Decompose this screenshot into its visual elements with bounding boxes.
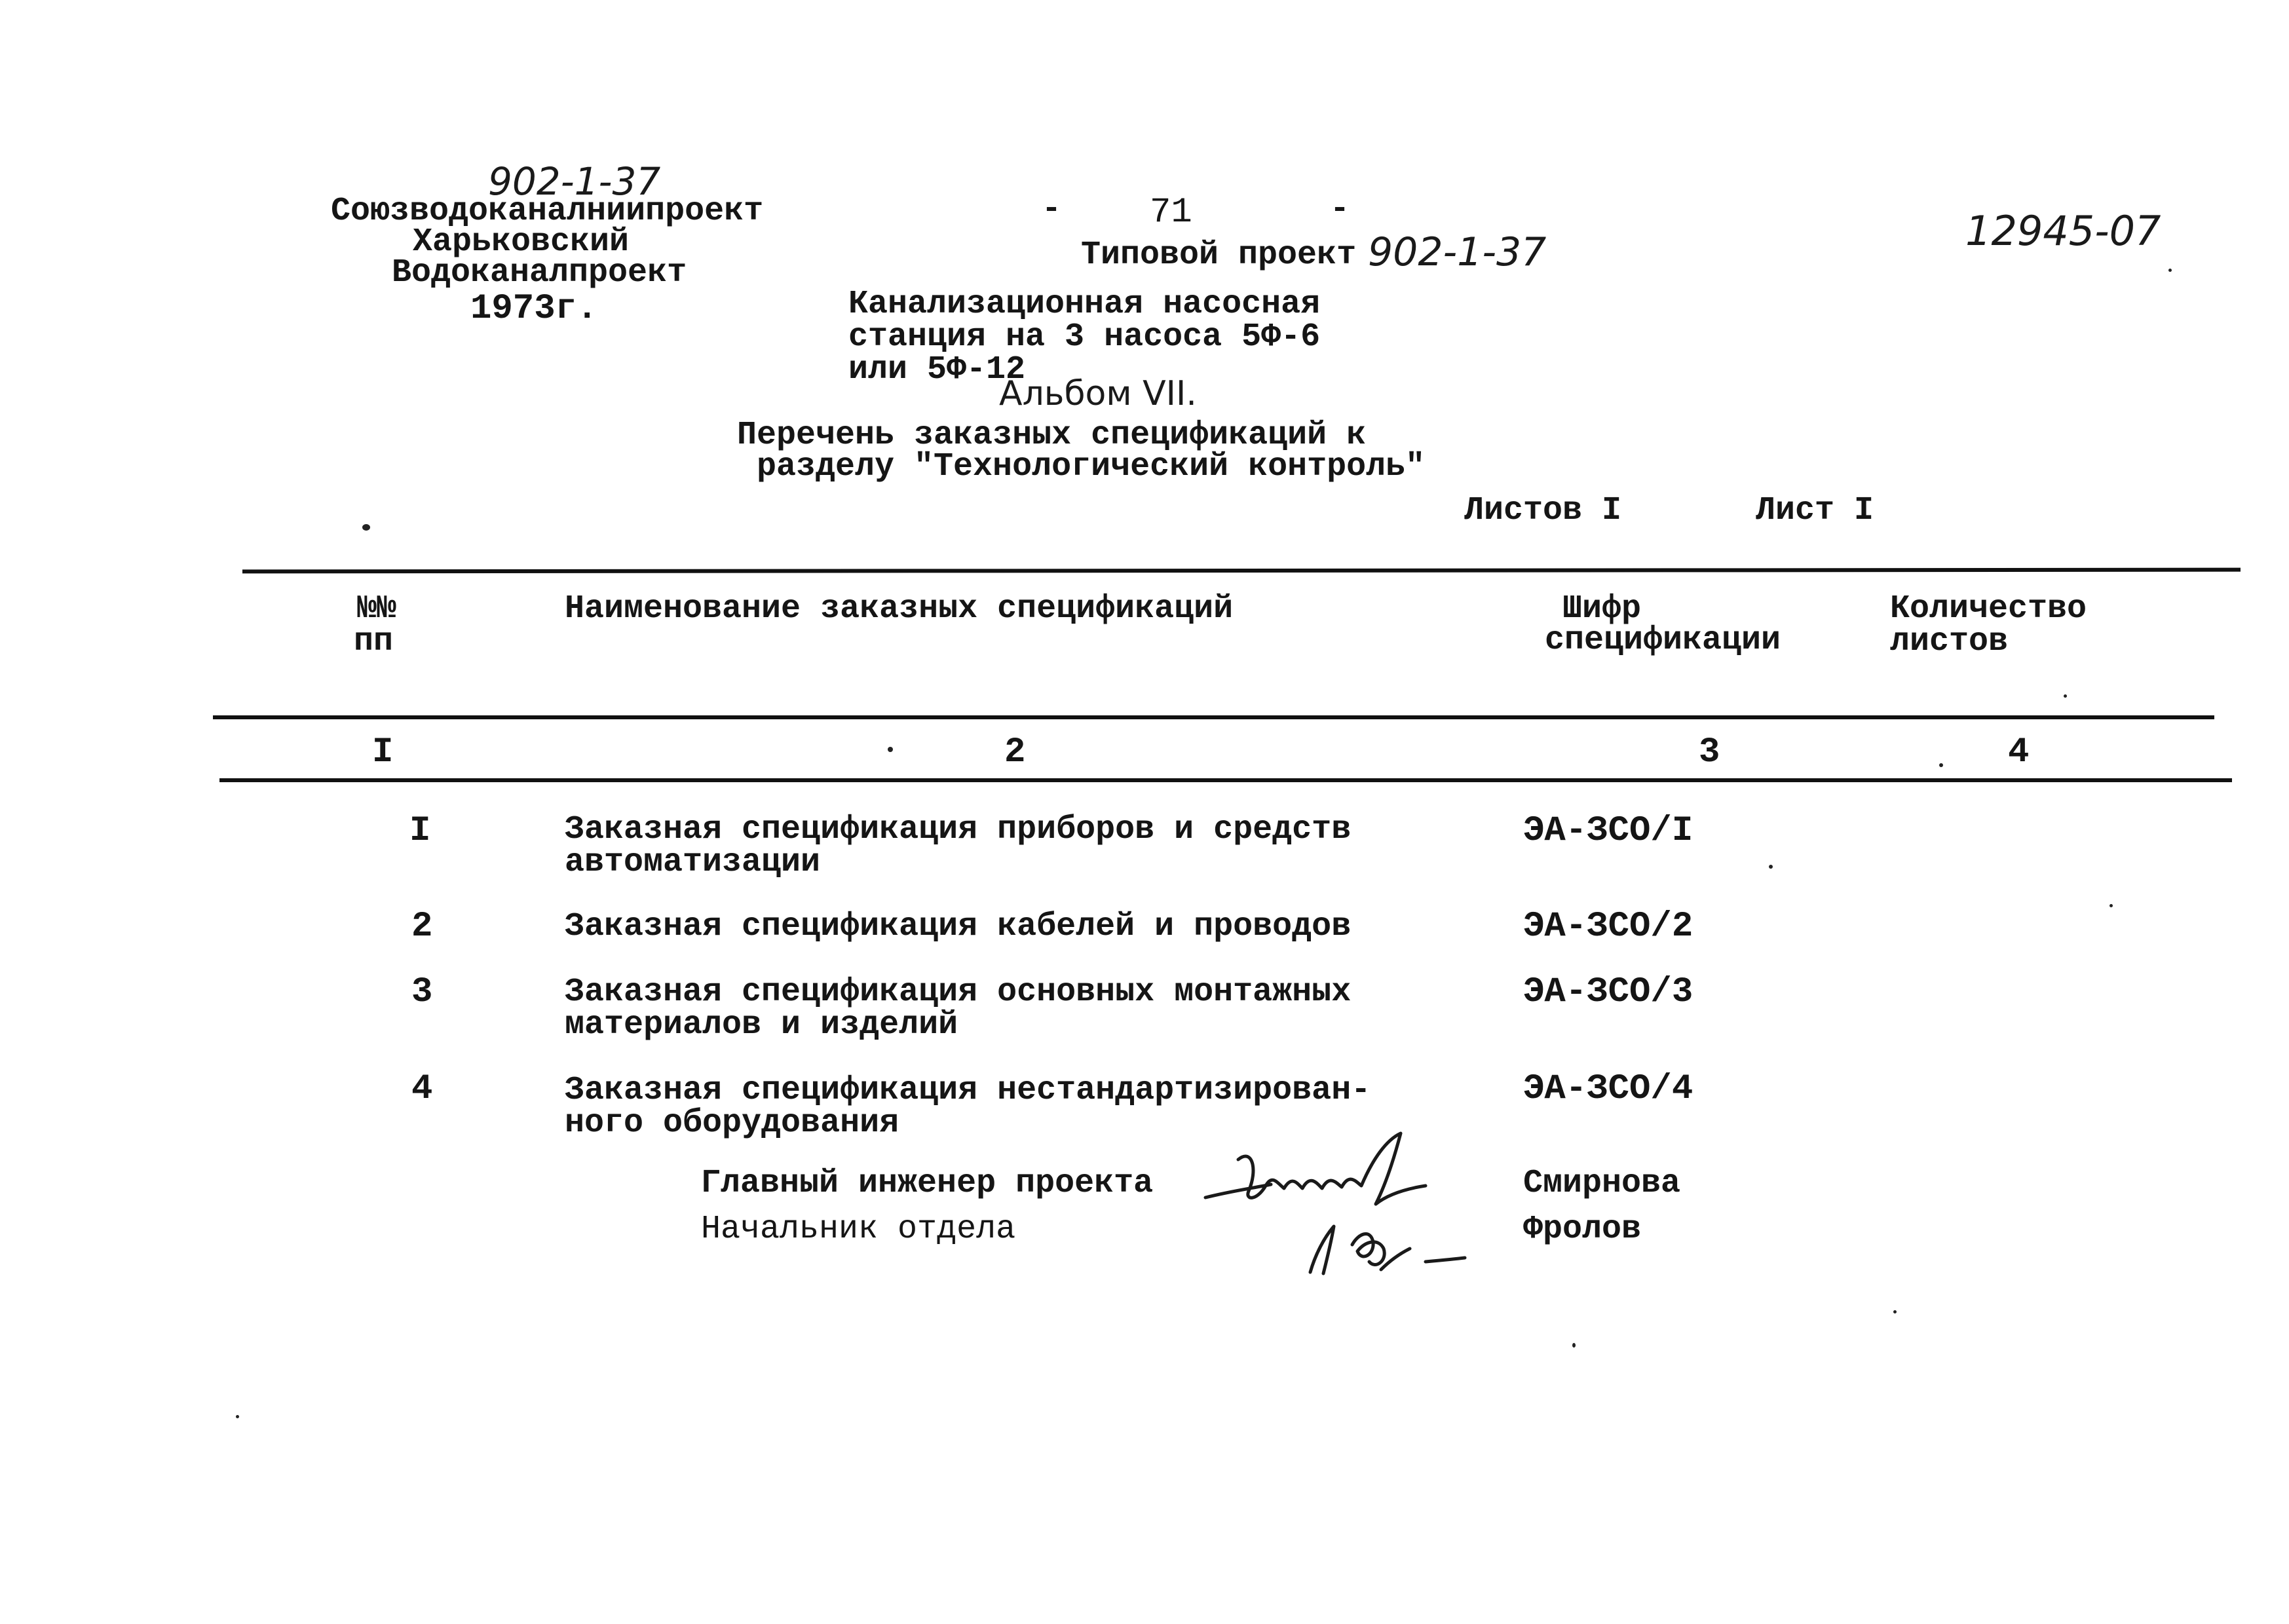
organization-name: Союзводоканалниипроект [331, 193, 764, 230]
title-line-1: Канализационная насосная [848, 286, 1321, 323]
album-number-handwritten: Альбом VII. [999, 374, 1197, 413]
row-spec-code: ЭА-ЗСО/4 [1523, 1069, 1693, 1109]
scan-speck [1572, 1343, 1576, 1348]
scan-speck [1939, 763, 1943, 767]
row-spec-name-line-1: Заказная спецификация основных монтажных [565, 973, 1352, 1011]
row-spec-name-line-2: автоматизации [565, 844, 821, 881]
row-number: 2 [411, 907, 433, 947]
column-number-2: 2 [1004, 732, 1026, 772]
scan-speck [888, 747, 893, 752]
subject-line-2: разделу "Технологический контроль" [757, 448, 1426, 485]
row-spec-code: ЭА-ЗСО/3 [1523, 972, 1693, 1012]
project-number-handwritten: 902-1-37 [1368, 229, 1547, 275]
row-number: I [409, 811, 431, 851]
row-spec-code: ЭА-ЗСО/I [1523, 811, 1693, 851]
scan-speck [2168, 269, 2172, 272]
organization-city: Харьковский [413, 223, 630, 261]
column-number-3: 3 [1699, 732, 1720, 772]
department-head-role: Начальник отдела [701, 1211, 1016, 1248]
page-number: 71 [1150, 193, 1192, 233]
header-number-pp: пп [354, 623, 394, 660]
table-header-bottom-rule [213, 715, 2214, 719]
subject-line-1: Перечень заказных спецификаций к [737, 417, 1367, 454]
header-quantity-line-2: листов [1890, 623, 2009, 660]
header-quantity-line-1: Количество [1890, 590, 2087, 628]
row-spec-name-line-1: Заказная спецификация нестандартизирован- [565, 1072, 1371, 1109]
row-number: 4 [411, 1069, 433, 1109]
header-specification-name: Наименование заказных спецификаций [565, 590, 1234, 628]
handwritten-project-code: 902-1-37 [488, 159, 661, 204]
row-spec-name-line-2: материалов и изделий [565, 1006, 958, 1044]
row-spec-code: ЭА-ЗСО/2 [1523, 907, 1693, 947]
header-number-symbol: №№ [357, 590, 397, 628]
header-code-line-2: спецификации [1545, 622, 1781, 659]
total-sheets: Листов I [1464, 492, 1622, 529]
page-number-dash-left: - [1042, 191, 1062, 228]
department-head-name: Фролов [1523, 1211, 1642, 1248]
title-line-3: или 5Ф-12 [848, 351, 1026, 388]
scan-speck [1769, 865, 1773, 869]
department-head-signature [1297, 1199, 1474, 1284]
title-line-2: станция на 3 насоса 5Ф-6 [848, 318, 1321, 356]
organization-year: 1973г. [470, 289, 598, 329]
row-spec-name-line-2: ного оборудования [565, 1105, 899, 1142]
project-label: Типовой проект [1081, 236, 1357, 274]
scan-speck [2064, 694, 2067, 698]
chief-engineer-name: Смирнова [1523, 1165, 1681, 1202]
header-code-line-1: Шифр [1562, 590, 1642, 628]
organization-department: Водоканалпроект [392, 254, 687, 292]
row-spec-name-line-1: Заказная спецификация приборов и средств [565, 811, 1352, 848]
scan-speck [1893, 1310, 1897, 1313]
page-number-dash-right: - [1330, 191, 1350, 228]
column-number-4: 4 [2008, 732, 2030, 772]
inventory-number-handwritten: 12945-07 [1965, 207, 2161, 255]
table-column-numbers-rule [219, 778, 2232, 782]
scan-speck [236, 1415, 239, 1418]
scan-speck [2109, 904, 2113, 907]
table-top-rule [242, 568, 2241, 574]
sheet-number: Лист I [1756, 492, 1874, 529]
column-number-1: I [372, 732, 394, 772]
scan-speck [362, 524, 370, 531]
chief-engineer-role: Главный инженер проекта [701, 1165, 1154, 1202]
row-number: 3 [411, 972, 433, 1012]
row-spec-name-line-1: Заказная спецификация кабелей и проводов [565, 908, 1352, 945]
